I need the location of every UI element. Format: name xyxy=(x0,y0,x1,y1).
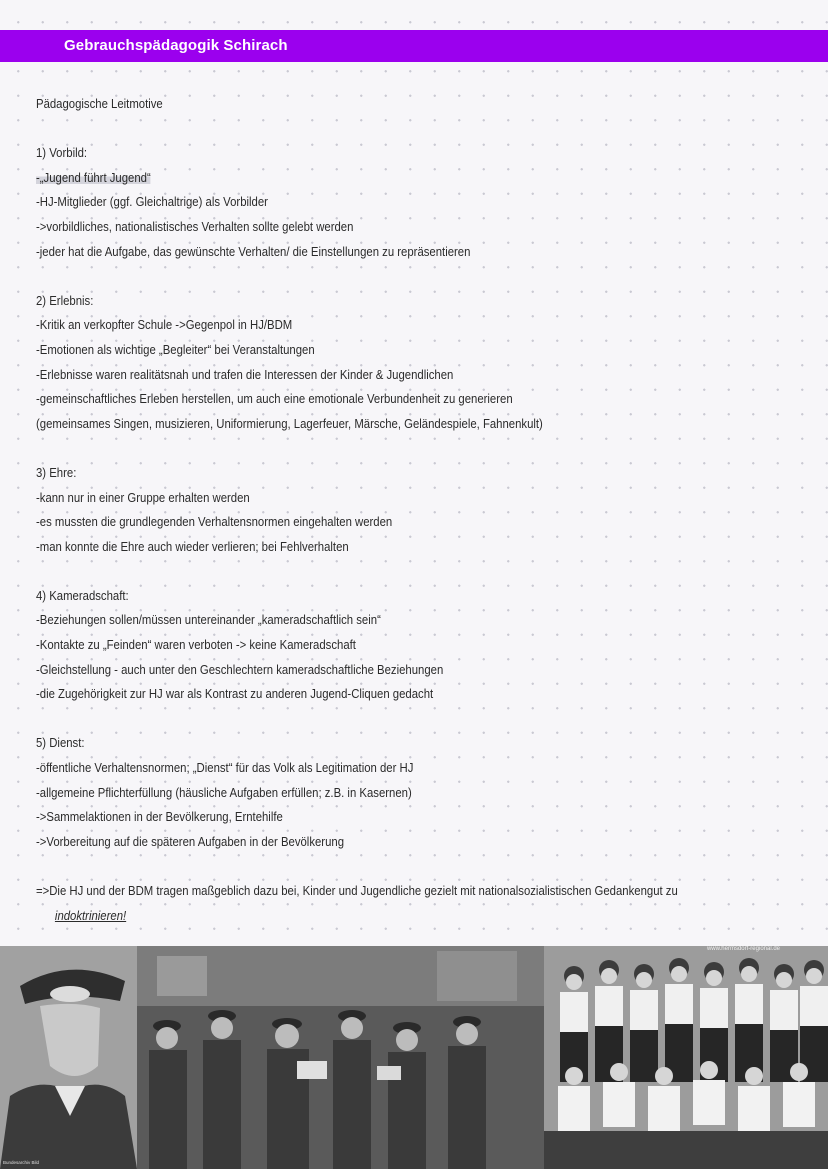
list-item: ->vorbildliches, nationalistisches Verhalten sollte gelebt werden xyxy=(36,218,354,234)
list-item: -die Zugehörigkeit zur HJ war als Kontrast zu anderen Jugend-Cliquen gedacht xyxy=(36,686,434,702)
subtitle: Pädagogische Leitmotive xyxy=(36,96,163,111)
notes-content xyxy=(36,92,816,928)
group-march-photo xyxy=(137,946,544,1169)
section-vorbild xyxy=(36,141,816,264)
section-heading: 5) Dienst: xyxy=(36,735,85,751)
section-heading: 4) Kameradschaft: xyxy=(36,587,129,603)
portrait-photo xyxy=(0,946,137,1169)
section-heading: 3) Ehre: xyxy=(36,464,77,480)
list-item: -„Jugend führt Jugend“ xyxy=(36,169,151,185)
section-erlebnis xyxy=(36,289,816,437)
list-item: -jeder hat die Aufgabe, das gewünschte Verhalten/ die Einstellungen zu repräsentieren xyxy=(36,243,471,259)
list-item: -Kontakte zu „Feinden“ waren verboten -> keine Kameradschaft xyxy=(36,637,356,653)
list-item: -Kritik an verkopfter Schule ->Gegenpol in HJ/BDM xyxy=(36,317,293,333)
list-item: -Emotionen als wichtige „Begleiter“ bei Veranstaltungen xyxy=(36,341,315,357)
bdm-group-photo xyxy=(544,946,828,1169)
section-heading: 1) Vorbild: xyxy=(36,145,88,161)
photo-watermark: www.hermsdorf-regional.de xyxy=(706,946,780,952)
section-heading: 2) Erlebnis: xyxy=(36,292,94,308)
list-item: -Erlebnisse waren realitätsnah und trafen die Interessen der Kinder & Jugendlichen xyxy=(36,366,454,382)
conclusion xyxy=(36,879,816,928)
bdm-group-illustration xyxy=(544,946,828,1169)
list-item: -HJ-Mitglieder (ggf. Gleichaltrige) als Vorbilder xyxy=(36,194,268,210)
list-item: -kann nur in einer Gruppe erhalten werden xyxy=(36,489,250,505)
group-march-illustration xyxy=(137,946,544,1169)
list-item: -allgemeine Pflichterfüllung (häusliche Aufgaben erfüllen; z.B. in Kasernen) xyxy=(36,784,412,800)
section-ehre xyxy=(36,461,816,559)
list-item: -öffentliche Verhaltensnormen; „Dienst“ für das Volk als Legitimation der HJ xyxy=(36,760,414,776)
list-item: -gemeinschaftliches Erleben herstellen, um auch eine emotionale Verbundenheit zu generieren xyxy=(36,391,513,407)
section-kameradschaft xyxy=(36,584,816,707)
list-item: ->Vorbereitung auf die späteren Aufgaben in der Bevölkerung xyxy=(36,833,345,849)
conclusion-text: =>Die HJ und der BDM tragen maßgeblich dazu bei, Kinder und Jugendliche gezielt mit nationalsozialistischen Gedankengut zu xyxy=(36,883,678,898)
list-item: -man konnte die Ehre auch wieder verlieren; bei Fehlverhalten xyxy=(36,538,349,554)
list-item: -es mussten die grundlegenden Verhaltensnormen eingehalten werden xyxy=(36,514,393,530)
conclusion-emphasis: indoktrinieren! xyxy=(54,907,127,923)
photo-strip xyxy=(0,946,828,1169)
page-title: Gebrauchspädagogik Schirach xyxy=(64,37,288,54)
photo-credit: Bundesarchiv Bild xyxy=(3,1160,40,1165)
header-bar xyxy=(0,30,828,62)
list-item: (gemeinsames Singen, musizieren, Uniformierung, Lagerfeuer, Märsche, Geländespiele, Fahnenkult) xyxy=(36,415,543,431)
list-item: -Beziehungen sollen/müssen untereinander „kameradschaftlich sein“ xyxy=(36,612,381,628)
list-item: -Gleichstellung - auch unter den Geschlechtern kameradschaftliche Beziehungen xyxy=(36,661,444,677)
list-item: ->Sammelaktionen in der Bevölkerung, Erntehilfe xyxy=(36,809,283,825)
portrait-illustration xyxy=(0,946,137,1169)
section-dienst xyxy=(36,731,816,854)
